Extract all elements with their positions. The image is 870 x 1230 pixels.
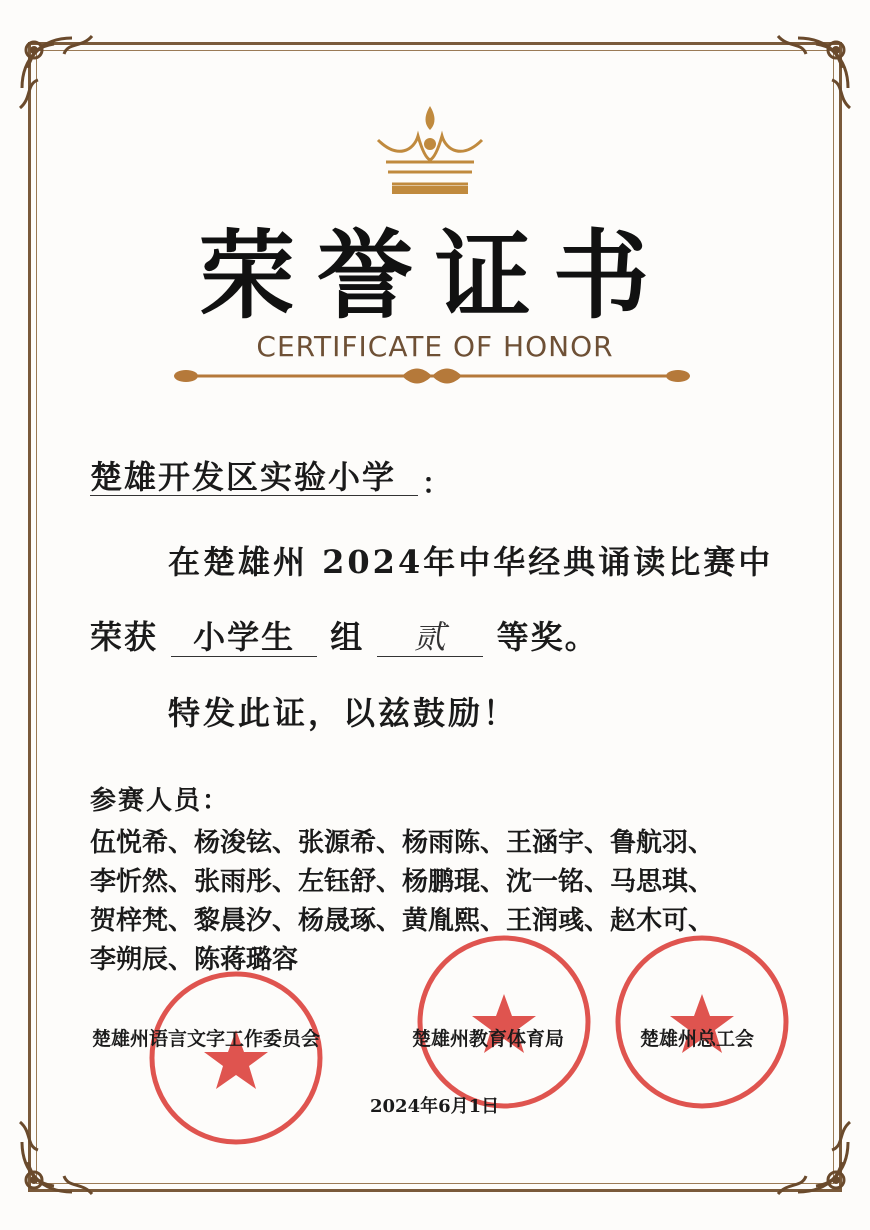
encouragement-text: 特发此证，以兹鼓励！ — [168, 694, 519, 732]
ornament-corner-icon — [12, 28, 102, 118]
recipient-underline — [90, 495, 418, 496]
award-line — [90, 612, 599, 658]
award-prefix: 荣获 — [90, 618, 159, 656]
recipient-name: 楚雄开发区实验小学 — [90, 458, 397, 496]
award-rank-suffix: 等奖。 — [496, 618, 599, 656]
participants-row: 伍悦希、杨浚铉、张源希、杨雨陈、王涵宇、鲁航羽、 — [90, 828, 715, 858]
participants-row: 贺梓梵、黎晨汐、杨晟琢、黄胤熙、王润彧、赵木可、 — [90, 906, 715, 936]
issuer-language-committee: 楚雄州语言文字工作委员会 — [92, 1028, 321, 1050]
issuer-trade-union: 楚雄州总工会 — [640, 1028, 755, 1050]
certificate-title: 荣誉证书 — [199, 219, 671, 332]
ornament-corner-icon — [12, 1112, 102, 1202]
ornament-divider-icon — [172, 364, 692, 388]
award-group-suffix: 组 — [330, 618, 365, 656]
issue-date: 2024年6月1日 — [370, 1096, 500, 1117]
ornament-corner-icon — [768, 1112, 858, 1202]
participants-row: 李朔辰、陈蒋璐容 — [90, 945, 299, 975]
award-rank-value: 贰 — [377, 618, 483, 657]
red-seal-icon — [146, 968, 326, 1148]
participants-row: 李忻然、张雨彤、左钰舒、杨鹏琨、沈一铭、马思琪、 — [90, 867, 715, 897]
red-seal-icon — [414, 932, 594, 1112]
award-event-text: 在楚雄州 2024年中华经典诵读比赛中 — [168, 543, 774, 581]
award-group-value: 小学生 — [171, 618, 317, 657]
certificate-subtitle: CERTIFICATE OF HONOR — [256, 330, 614, 363]
crown-icon — [368, 100, 492, 200]
issuer-education-bureau: 楚雄州教育体育局 — [412, 1028, 565, 1050]
participants-label: 参赛人员： — [90, 786, 231, 816]
red-seal-icon — [612, 932, 792, 1112]
recipient-colon: ： — [422, 467, 451, 500]
ornament-corner-icon — [768, 28, 858, 118]
